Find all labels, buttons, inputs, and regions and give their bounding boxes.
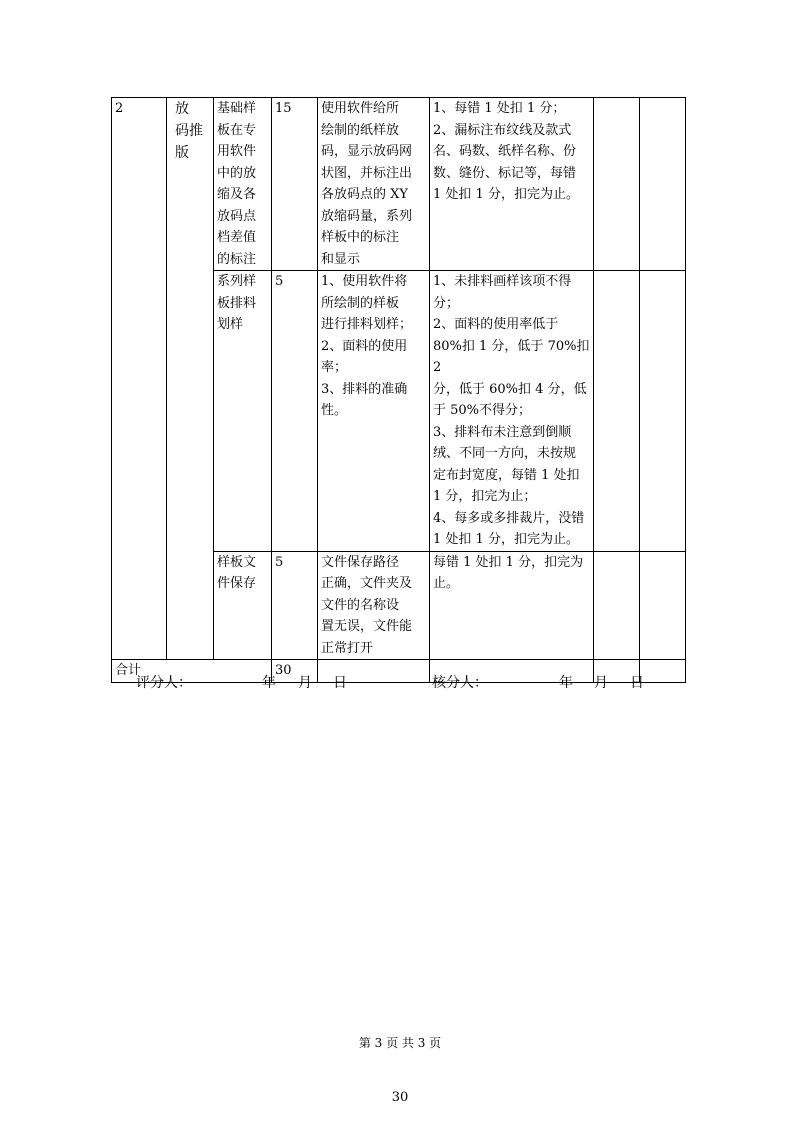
requirement-cell: 使用软件给所 绘制的纸样放 码，显示放码网 状图，并标注出 各放码点的 XY 放缩码量，系列 样板中的标注 和显示 xyxy=(318,98,430,271)
score-cell: 5 xyxy=(272,271,318,552)
blank-cell xyxy=(640,271,686,552)
item-cell: 系列样 板排料 划样 xyxy=(214,271,272,552)
blank-cell xyxy=(640,551,686,660)
section-number: 2 xyxy=(112,98,167,660)
blank-cell xyxy=(594,271,640,552)
item-cell: 样板文 件保存 xyxy=(214,551,272,660)
scorer-day: 日 xyxy=(333,675,347,691)
blank-cell xyxy=(594,98,640,271)
scorer-month: 月 xyxy=(298,675,312,691)
scorer-year: 年 xyxy=(262,675,276,691)
score-cell: 5 xyxy=(272,551,318,660)
checker-day: 日 xyxy=(630,675,644,691)
blank-cell xyxy=(594,551,640,660)
total-label: 合计 xyxy=(112,660,272,683)
table-row xyxy=(112,98,686,271)
criteria-cell: 每错 1 处扣 1 分，扣完为 止。 xyxy=(430,551,594,660)
page-info: 第 3 页 共 3 页 xyxy=(358,1036,442,1050)
blank-cell xyxy=(640,98,686,271)
total-score: 30 xyxy=(272,660,318,683)
score-cell: 15 xyxy=(272,98,318,271)
checker-month: 月 xyxy=(594,675,608,691)
criteria-cell: 1、未排料画样该项不得 分； 2、面料的使用率低于 80%扣 1 分，低于 70%扣 2 分，低于 60%扣 4 分，低 于 50%不得分； 3、排料布未注意到倒顺 绒、不同一方向，未按规 定布封宽度，每错 1 处扣 1 分，扣完为止； 4、每多或多排裁片，没错 1 处扣 1 分，扣完为止。 xyxy=(430,271,594,552)
requirement-cell: 文件保存路径 正确，文件夹及 文件的名称设 置无误，文件能 正常打开 xyxy=(318,551,430,660)
scorer-label: 评分人： xyxy=(136,675,192,691)
criteria-cell: 1、每错 1 处扣 1 分； 2、漏标注布纹线及款式 名、码数、纸样名称、份 数、缝份、标记等，每错 1 处扣 1 分，扣完为止。 xyxy=(430,98,594,271)
requirement-cell: 1、使用软件将 所绘制的样板 进行排料划样； 2、面料的使用 率； 3、排料的准确 性。 xyxy=(318,271,430,552)
checker-label: 核分人： xyxy=(432,675,488,691)
scoring-table xyxy=(111,97,686,683)
item-cell: 基础样 板在专 用软件 中的放 缩及各 放码点 档差值 的标注 xyxy=(214,98,272,271)
checker-year: 年 xyxy=(559,675,573,691)
blank-cell xyxy=(640,660,686,683)
page-number: 30 xyxy=(391,1090,409,1105)
section-name: 放 码推 版 xyxy=(167,98,214,660)
